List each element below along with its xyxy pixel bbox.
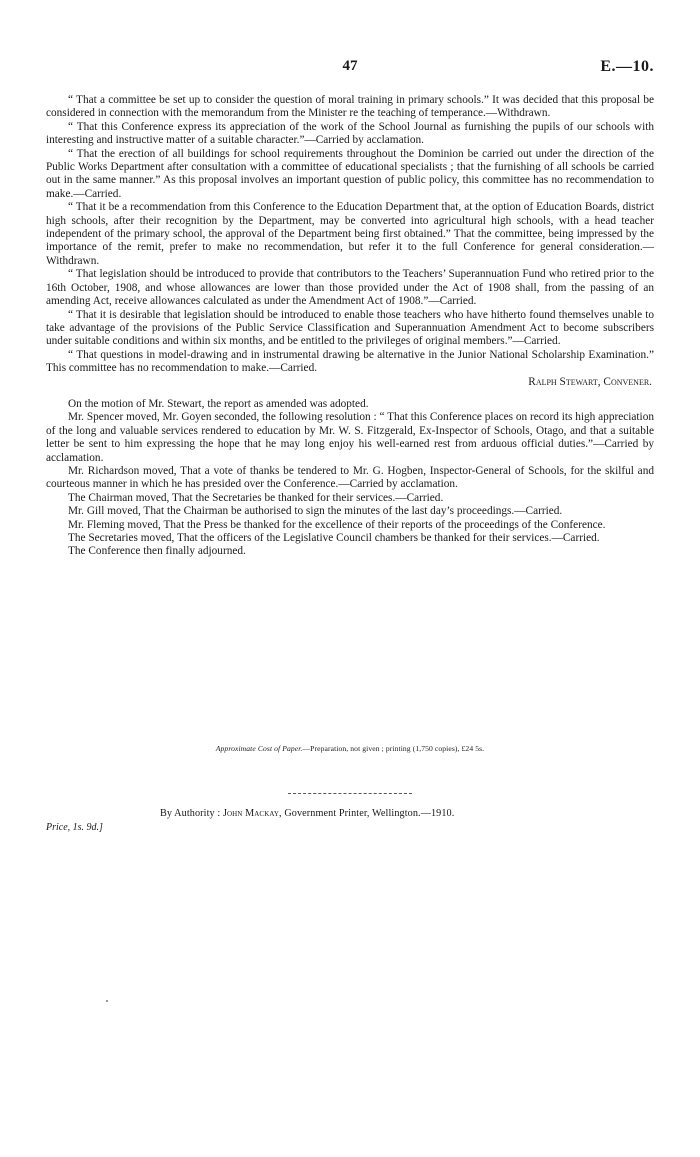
- minute-paragraph: Mr. Spencer moved, Mr. Goyen seconded, the following resolution : “ That this Conference places on record its high appreciation of the long and valuable services rendered to education by Mr. W. S. Fitzgerald, Ex-Inspector of Schools, Otago, and that a suitable letter be sent to him expressing the hope that he may long enjoy his well-earned rest from arduous official duties.”—Carried by acclamation.: [46, 411, 654, 464]
- minute-paragraph: The Chairman moved, That the Secretaries be thanked for their services.—Carried.: [68, 491, 444, 504]
- minute-paragraph: Mr. Gill moved, That the Chairman be authorised to sign the minutes of the last day’s proceedings.—Carried.: [68, 505, 563, 518]
- remit-paragraph: “ That it is desirable that legislation should be introduced to enable those teachers who have hitherto found themselves unable to take advantage of the provisions of the Public Service Classification and Superannuation Amendment Act to become subscribers under suitable conditions and within six months, and be entitled to the privileges of original members.”—Carried.: [46, 308, 654, 348]
- document-code: E.—10.: [600, 58, 654, 75]
- remit-paragraph: “ That legislation should be introduced to provide that contributors to the Teachers’ Superannuation Fund who retired prior to the 16th October, 1908, and whose allowances are lower than those provided under the Act of 1908 shall, from the passing of an amending Act, receive allowances calculated as under the Amendment Act of 1908.”—Carried.: [46, 268, 654, 308]
- document-body: [46, 94, 654, 559]
- minute-paragraph: On the motion of Mr. Stewart, the report as amended was adopted.: [68, 397, 369, 410]
- page-number: 47: [342, 58, 358, 74]
- minute-paragraph: Mr. Richardson moved, That a vote of thanks be tendered to Mr. G. Hogben, Inspector-General of Schools, for the skilful and courteous manner in which he has presided over the Conference.—Carried by acclamation.: [46, 464, 654, 491]
- minute-paragraph: The Secretaries moved, That the officers of the Legislative Council chambers be thanked for their services.—Carried.: [68, 532, 600, 544]
- price-note: Price, 1s. 9d.]: [46, 822, 103, 833]
- convener-signature: Ralph Stewart, Convener.: [528, 375, 652, 388]
- page-header: [46, 58, 654, 80]
- remit-paragraph: “ That it be a recommendation from this Conference to the Education Department that, at the option of Education Boards, district high schools, after their recognition by the Department, may be converted into agricultural high schools, with a head teacher independent of the primary school, the approval of the Department being first obtained.” That the committee, being impressed by the importance of the remit, prefer to make no recommendation, but refer it to the full Conference for general consideration.—Withdrawn.: [46, 201, 654, 267]
- remit-paragraph: “ That the erection of all buildings for school requirements throughout the Dominion be carried out under the direction of the Public Works Department after consultation with a committee of educational specialists ; that the furnishing of all schools be carried out in the same manner.” As this proposal involves an important question of public policy, this committee has no recommendation to make.—Carried.: [46, 147, 654, 200]
- scan-speck: [106, 1000, 108, 1002]
- authority-prefix: By Authority :: [160, 808, 221, 819]
- cost-of-paper-note: [0, 744, 700, 753]
- remit-paragraph: “ That questions in model-drawing and in instrumental drawing be alternative in the Junior National Scholarship Examination.” This committee has no recommendation to make.—Carried.: [46, 348, 654, 375]
- remit-paragraph: “ That this Conference express its appreciation of the work of the School Journal as furnishing the pupils of our schools with interesting and instructive matter of a suitable character.”—Carried by acclamation.: [46, 120, 654, 147]
- cost-label: Approximate Cost of Paper.: [215, 744, 303, 753]
- cost-text: —Preparation, not given ; printing (1,750 copies), £24 5s.: [302, 744, 485, 753]
- authority-suffix: Government Printer, Wellington.—1910.: [284, 808, 455, 819]
- remit-paragraph: “ That a committee be set up to consider the question of moral training in primary schools.” It was decided that this proposal be considered in connection with the memorandum from the Minister re the teaching of temperance.—Withdrawn.: [46, 94, 654, 120]
- minute-paragraph: The Conference then finally adjourned.: [68, 545, 246, 558]
- footer-divider: [288, 793, 412, 794]
- printer-name: John Mackay,: [222, 808, 282, 819]
- minute-paragraph: Mr. Fleming moved, That the Press be thanked for the excellence of their reports of the proceedings of the Conference.: [68, 518, 606, 531]
- printer-authority: [160, 808, 454, 819]
